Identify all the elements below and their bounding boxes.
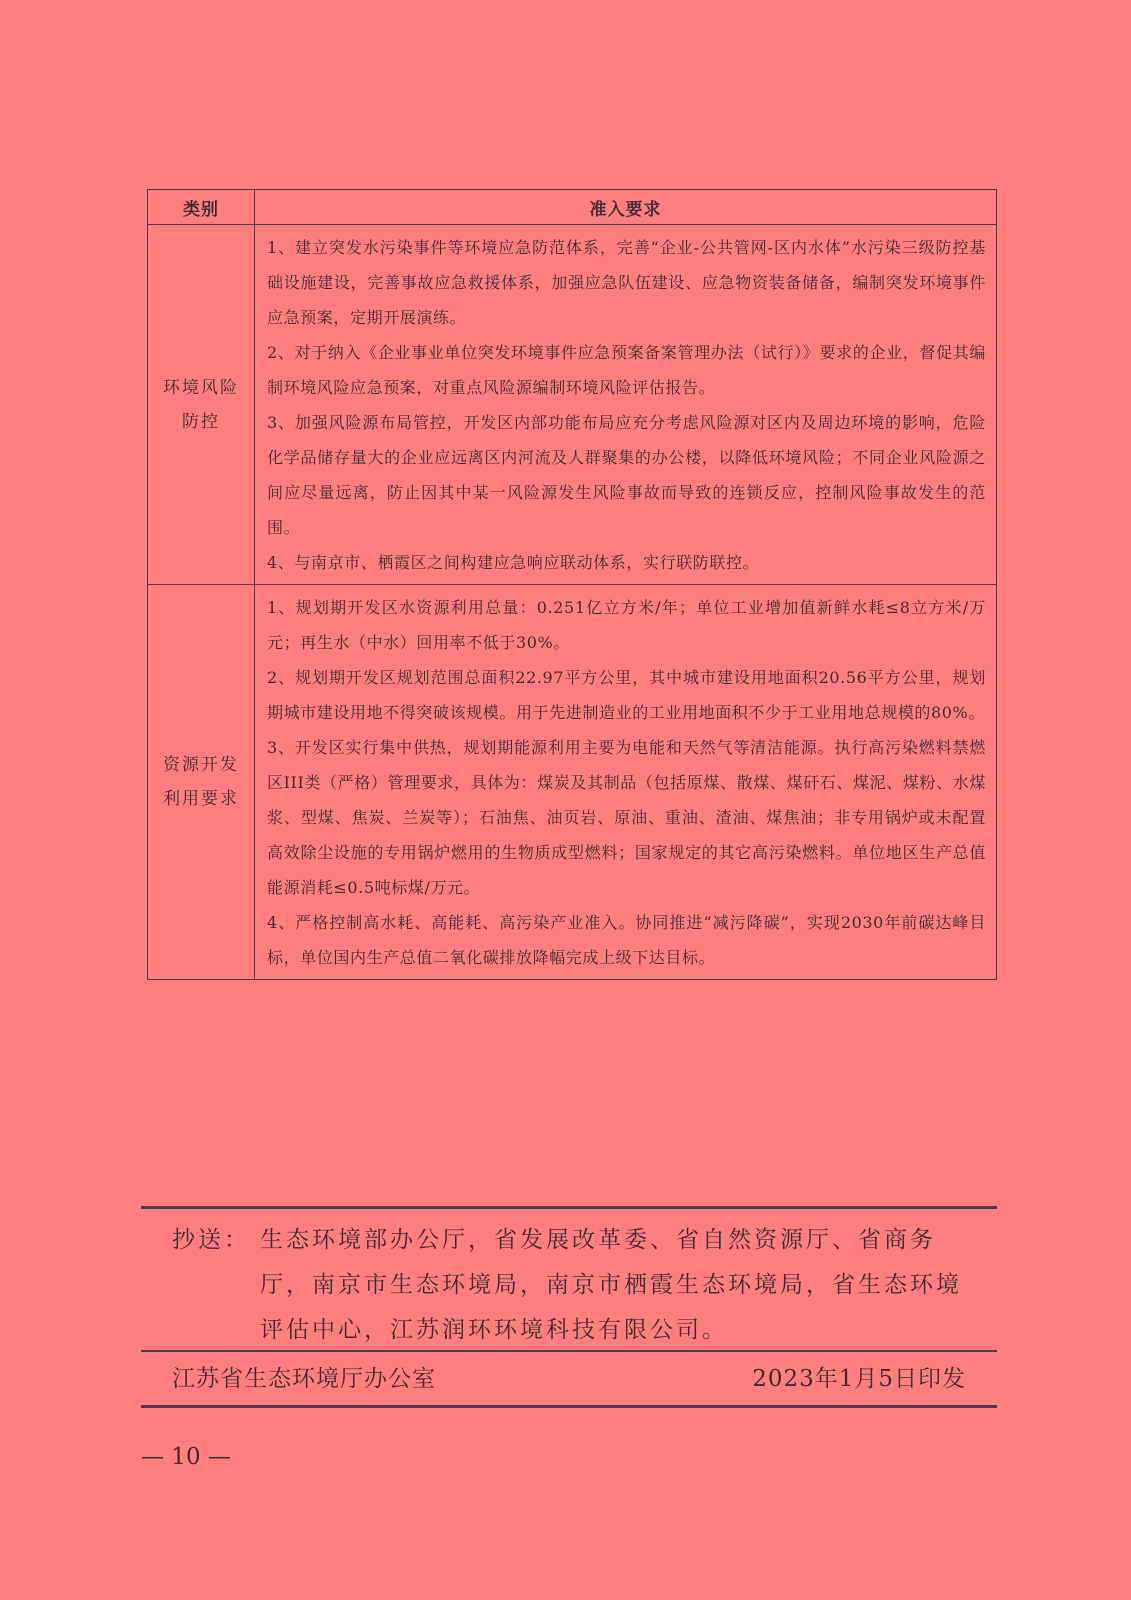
requirement-cell [255, 225, 997, 585]
requirement-item: 3、加强风险源布局管控，开发区内部功能布局应充分考虑风险源对区内及周边环境的影响，危险化学品储存量大的企业应远离区内河流及人群聚集的办公楼，以降低环境风险；不同企业风险源之间应尽量远离，防止因其中某一风险源发生风险事故而导致的连锁反应，控制风险事故发生的范围。 [267, 413, 986, 537]
table-header-row [148, 190, 997, 225]
page-number: — 10 — [141, 1444, 231, 1470]
category-cell [148, 585, 255, 980]
header-category: 类别 [148, 190, 255, 225]
header-requirement: 准入要求 [255, 190, 997, 225]
requirement-item: 4、严格控制高水耗、高能耗、高污染产业准入。协同推进“减污降碳”，实现2030年前碳达峰目标，单位国内生产总值二氧化碳排放降幅完成上级下达目标。 [267, 913, 986, 967]
category-line: 防控 [182, 411, 220, 432]
distribution-block [172, 1218, 972, 1353]
issue-date: 2023年1月5日印发 [752, 1366, 966, 1392]
category-line: 利用要求 [163, 789, 239, 809]
requirement-item: 1、建立突发水污染事件等环境应急防范体系，完善“企业-公共管网-区内水体”水污染三级防控基础设施建设，完善事故应急救援体系，加强应急队伍建设、应急物资装备储备，编制突发环境事件应急预案，定期开展演练。 [267, 238, 986, 327]
distribution-bottom-rule [141, 1350, 997, 1352]
distribution-text: 生态环境部办公厅，省发展改革委、省自然资源厅、省商务厅，南京市生态环境局，南京市栖霞生态环境局，省生态环境评估中心，江苏润环环境科技有限公司。 [260, 1227, 962, 1343]
requirement-item: 2、对于纳入《企业事业单位突发环境事件应急预案备案管理办法（试行）》要求的企业，督促其编制环境风险应急预案，对重点风险源编制环境风险评估报告。 [267, 343, 986, 397]
requirement-item: 3、开发区实行集中供热，规划期能源利用主要为电能和天然气等清洁能源。执行高污染燃料禁燃区III类（严格）管理要求，具体为：煤炭及其制品（包括原煤、散煤、煤矸石、煤泥、煤粉、水煤浆、型煤、焦炭、兰炭等）；石油焦、油页岩、原油、重油、渣油、煤焦油；非专用锅炉或未配置高效除尘设施的专用锅炉燃用的生物质成型燃料；国家规定的其它高污染燃料。单位地区生产总值能源消耗≤0.5吨标煤/万元。 [267, 738, 986, 897]
table-row [148, 225, 997, 585]
category-cell [148, 225, 255, 585]
requirement-item: 4、与南京市、栖霞区之间构建应急响应联动体系，实行联防联控。 [267, 553, 760, 572]
requirement-cell [255, 585, 997, 980]
issuer: 江苏省生态环境厅办公室 [172, 1366, 436, 1392]
footer-bottom-rule [141, 1405, 997, 1408]
requirement-item: 1、规划期开发区水资源利用总量：0.251亿立方米/年；单位工业增加值新鲜水耗≤8立方米/万元；再生水（中水）回用率不低于30%。 [267, 598, 986, 652]
category-line: 环境风险 [163, 377, 239, 398]
requirements-table [147, 189, 997, 980]
table-row [148, 585, 997, 980]
distribution-top-rule [141, 1206, 997, 1209]
category-line: 资源开发 [163, 755, 239, 775]
requirement-item: 2、规划期开发区规划范围总面积22.97平方公里，其中城市建设用地面积20.56平方公里，规划期城市建设用地不得突破该规模。用于先进制造业的工业用地面积不少于工业用地总规模的80%。 [267, 668, 986, 722]
distribution-label: 抄送： [172, 1227, 250, 1253]
